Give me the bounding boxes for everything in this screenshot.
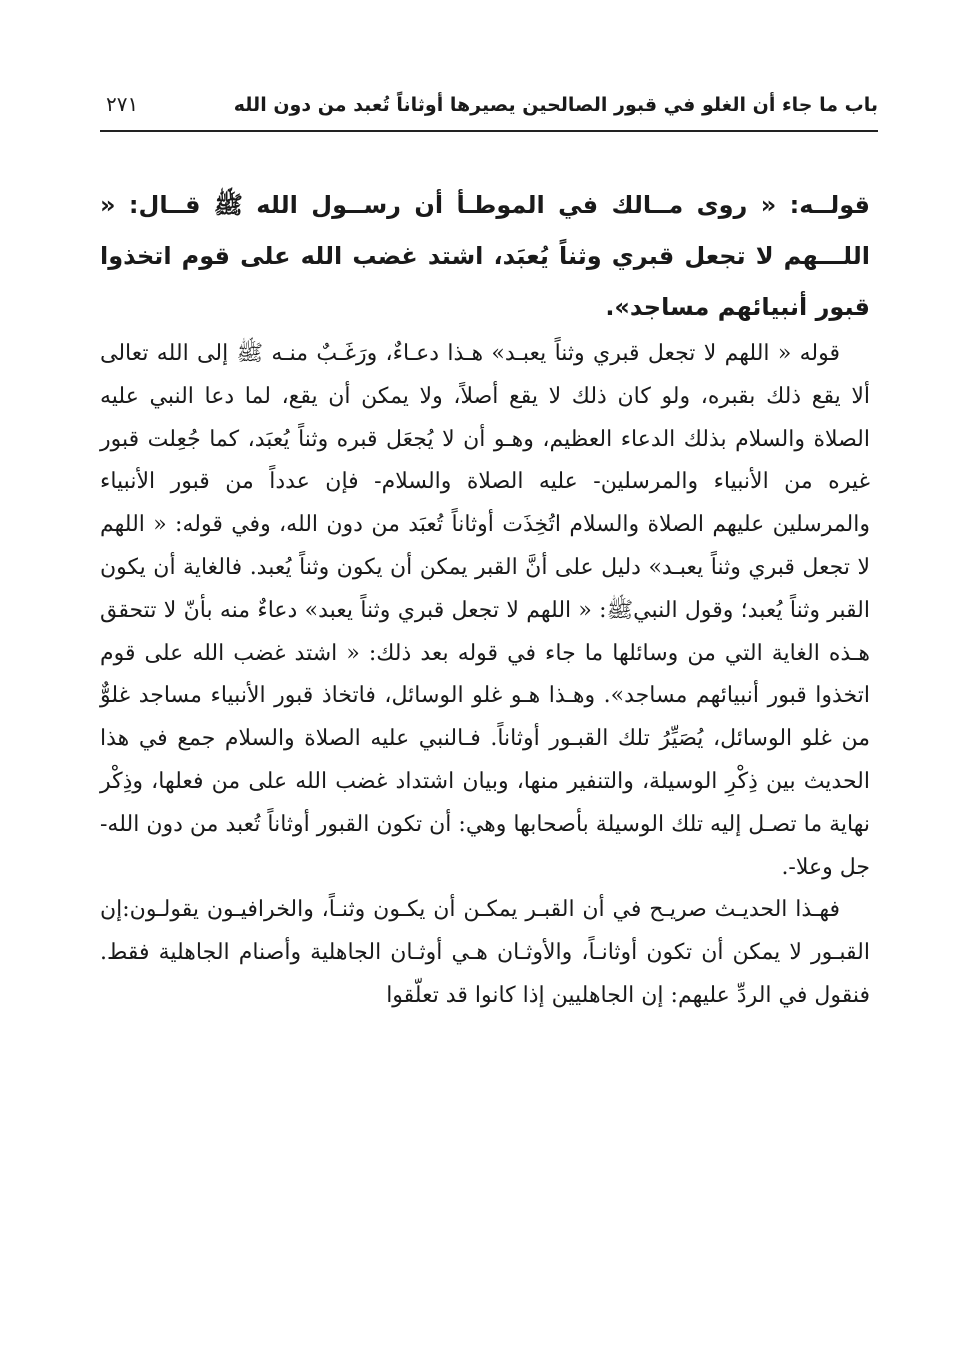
page-body — [100, 180, 870, 1018]
commentary-paragraph-2: فهـذا الحديـث صريـح في أن القبـر يمكـن أن يكـون وثنـاً، والخرافيـون يقولـون:إن القبـور لا يمكن أن تكون أوثانـاً، والأوثـان هـي أوثـان الجاهلية وأصنام الجاهلية فقط. فنقول في الردِّ عليهم: إن الجاهليين إذا كانوا قد تعلّقوا — [100, 897, 870, 1008]
commentary-paragraph-1: قوله « اللهم لا تجعل قبري وثناً يعبـد» هـذا دعـاءٌ، ورَغَـبٌ منـه ﷺ إلى الله تعالى ألا يقع ذلك بقبره، ولو كان ذلك لا يقع أصلاً، ولا يمكن أن يقع، لما دعا النبي عليه الصلاة والسلام بذلك الدعاء العظيم، وهـو أن لا يُجعَل قبره وثناً يُعبَد، كما جُعِلت قبور غيره من الأنبياء والمرسلين- عليه الصلاة والسلام- فإن عدداً من قبور الأنبياء والمرسلين عليهم الصلاة والسلام اتُخِذَت أوثاناً تُعبَد من دون الله، وفي قوله: « اللهم لا تجعل قبري وثناً يعبـد» دليل على أنَّ القبر يمكن أن يكون وثناً يُعبد. فالغاية أن يكون القبر وثناً يُعبد؛ وقول النبيﷺ: « اللهم لا تجعل قبري وثناً يعبد» دعاءٌ منه بأنّ لا تتحقق هـذه الغاية التي من وسائلها ما جاء في قوله بعد ذلك: « اشتد غضب الله على قوم اتخذوا قبور أنبيائهم مساجد». وهـذا هـو غلو الوسائل، فاتخاذ قبور الأنبياء مساجد غلوٌّ من غلو الوسائل، يُصَيِّرُ تلك القبـور أوثاناً. فـالنبي عليه الصلاة والسلام جمع في هذا الحديث بين ذِكْرِ الوسيلة، والتنفير منها، وبيان اشتداد غضب الله على من فعلها، وذِكْر نهاية ما تصـل إليه تلك الوسيلة بأصحابها وهي: أن تكون القبور أوثاناً تُعبد من دون الله- جل وعلا-. — [100, 341, 870, 880]
page-header — [100, 88, 878, 128]
hadith-quote: قولــه: « روى مــالك في الموطـأ أن رســول الله ﷺ قــال: « اللـــهم لا تجعل قبري وثناً يُعبَد، اشتد غضب الله على قوم اتخذوا قبور أنبيائهم مساجد». — [100, 191, 870, 321]
page-number: ٢٧١ — [106, 92, 139, 116]
header-title: باب ما جاء أن الغلو في قبور الصالحين يصيرها أوثاناً تُعبد من دون الله — [233, 94, 878, 116]
header-divider — [100, 130, 878, 132]
